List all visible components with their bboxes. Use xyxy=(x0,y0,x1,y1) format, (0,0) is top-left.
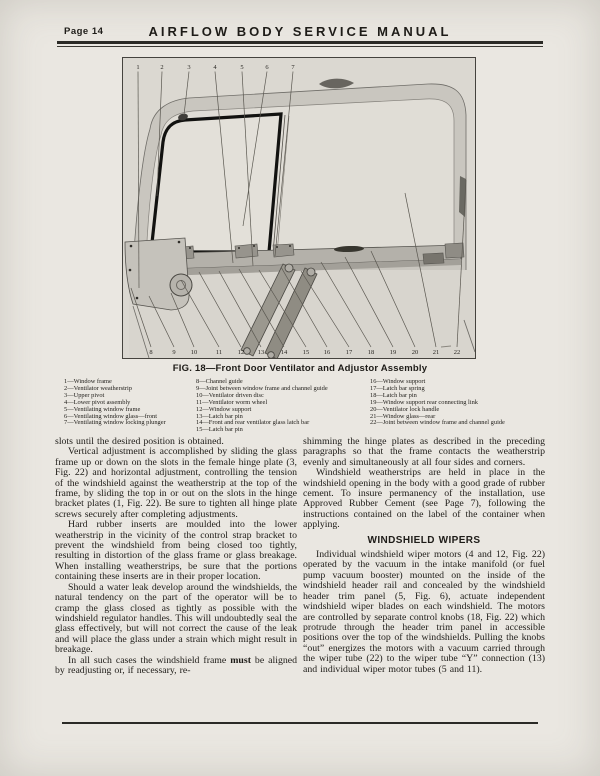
callout-15: 15 xyxy=(302,349,310,356)
legend-item: 3—Upper pivot xyxy=(64,391,105,399)
paragraph: Individual windshield wiper motors (4 and 12, Fig. 22) operated by the vacuum in the intake manifold (or fuel pump vacuum booster) mounted on the inside of the windshield header rail and concealed by the windshield header trim panel (5, Fig. 6), actuate independent windshield wiper blades on each windshield. The motors are controlled by separate control knobs (18, Fig. 22) which protrude through the header trim panel in accessible positions over the top of the windshields. Pulling the knobs “out” energizes the motors with a vacuum carried through the wiper tube (22) to the wiper tube “Y” connection (13) and individual wiper motor tubes (5 and 11). xyxy=(303,549,545,675)
legend-item: 5—Ventilating window frame xyxy=(64,405,141,413)
emphasized-word: must xyxy=(230,654,251,666)
callout-8: 8 xyxy=(149,349,153,356)
paragraph: Windshield weatherstrips are held in place in the windshield opening in the body with a good grade of rubber cement. To insure permanency of the installation, use Approved Rubber Cement (see Page 7), following the instructions contained on the label of the container when applying. xyxy=(303,467,545,531)
callout-20: 20 xyxy=(411,349,419,356)
legend-item: 11—Ventilator worm wheel xyxy=(196,398,268,406)
section-heading-windshield-wipers: WINDSHIELD WIPERS xyxy=(367,534,481,546)
legend-item: 16—Window support xyxy=(370,378,426,385)
ventilating-window-frame xyxy=(151,114,281,252)
figure-caption: FIG. 18—Front Door Ventilator and Adjustor Assembly xyxy=(172,363,428,374)
legend-item: 4—Lower pivot assembly xyxy=(64,398,131,406)
figure-illustration xyxy=(123,58,475,358)
legend-item: 19—Window support rear connecting link xyxy=(370,398,479,406)
callout-22: 22 xyxy=(453,349,461,356)
callout-4: 4 xyxy=(213,64,217,71)
legend-item: 13—Latch bar pin xyxy=(196,412,243,420)
legend-item: 8—Channel guide xyxy=(196,378,243,385)
paragraph-text: In all such cases the windshield frame xyxy=(68,654,231,666)
callout-10: 10 xyxy=(190,349,198,356)
legend-item: 1—Window frame xyxy=(64,378,112,385)
legend-item: 12—Window support xyxy=(196,405,252,413)
legend-item: 17—Latch bar spring xyxy=(370,384,425,392)
callout-17: 17 xyxy=(345,349,353,356)
paragraph: shimming the hinge plates as described in the preceding paragraphs so that the frame contacts the weatherstrip evenly and simultaneously at all four sides and corners. xyxy=(303,436,545,468)
paragraph: Hard rubber inserts are moulded into the lower weatherstrip in the vicinity of the control strap bracket to prevent the windshield from being closed too tightly, resulting in distortion of the glass frame or glass breakage. When installing weatherstrips, be sure that the portions containing these inserts are in their proper location. xyxy=(55,519,297,583)
legend-item: 9—Joint between window frame and channel guide xyxy=(196,384,328,392)
callout-16: 16 xyxy=(323,349,331,356)
callout-7: 7 xyxy=(291,64,295,71)
footer-rule xyxy=(62,722,538,724)
callout-11: 11 xyxy=(215,349,223,356)
legend-item: 7—Ventilating window locking plunger xyxy=(64,419,166,427)
callout-9: 9 xyxy=(172,349,176,356)
ventilator-worm-wheel xyxy=(170,274,192,296)
callout-1: 1 xyxy=(136,64,140,71)
callout-5: 5 xyxy=(240,64,244,71)
paragraph: Vertical adjustment is accomplished by sliding the glass frame up or down on the slots in the female hinge plate (3, Fig. 22) and horizontal adjustment, controlling the tension of the windshield against the weatherstrip at the top of the frame, by sliding the top in or out on the slots in the hinge bracket plates (1, Fig. 22). Be sure to tighten all hinge plate screws securely after completing adjustments. xyxy=(55,446,297,520)
callout-18: 18 xyxy=(367,349,375,356)
callout-6: 6 xyxy=(265,64,269,71)
header-rule-heavy xyxy=(57,41,543,44)
paragraph: slots until the desired position is obtained. xyxy=(55,436,224,447)
legend-item: 2—Ventilator weatherstrip xyxy=(64,384,132,392)
legend-column-2 xyxy=(196,379,368,434)
legend-item: 14—Front and rear ventilator glass latch bar xyxy=(196,419,310,427)
figure-18-box xyxy=(122,57,476,359)
legend-item: 18—Latch bar pin xyxy=(370,391,417,399)
text-column-right xyxy=(303,437,545,675)
bottom-callout-numbers xyxy=(149,349,460,356)
paragraph xyxy=(55,656,297,677)
paragraph-text: be aligned by readjusting or, if necessary, re- xyxy=(55,654,297,676)
paragraph: Should a water leak develop around the windshields, the natural tendency on the part of the operator will be to cramp the glass closed as tightly as possible with the windshield regulator handles. This will undoubtedly seal the glass effectively, but will not correct the cause of the leak and will place the glass under a strain which might result in breakage. xyxy=(55,581,297,656)
page-title: AIRFLOW BODY SERVICE MANUAL xyxy=(148,24,452,39)
callout-12: 12 xyxy=(237,349,245,356)
legend-item: 10—Ventilator driven disc xyxy=(196,391,264,399)
callout-3: 3 xyxy=(187,64,191,71)
callout-2: 2 xyxy=(160,64,164,71)
legend-item: 22—Joint between window frame and channel guide xyxy=(370,419,505,427)
callout-13: 13 xyxy=(257,349,265,356)
callout-19: 19 xyxy=(389,349,397,356)
legend-column-1 xyxy=(64,379,194,427)
callout-21: 21 xyxy=(432,349,440,356)
legend-item: 15—Latch bar pin xyxy=(196,426,243,434)
legend-item: 6—Ventilating window glass—front xyxy=(64,412,158,420)
callout-14: 14 xyxy=(280,349,288,356)
legend-item: 20—Ventilator lock handle xyxy=(370,405,440,413)
text-column-left xyxy=(55,437,297,676)
legend-item: 21—Window glass—rear xyxy=(370,412,436,420)
header-rule-light xyxy=(57,46,543,47)
page-number-label: Page 14 xyxy=(64,26,104,37)
legend-column-3 xyxy=(370,379,542,427)
